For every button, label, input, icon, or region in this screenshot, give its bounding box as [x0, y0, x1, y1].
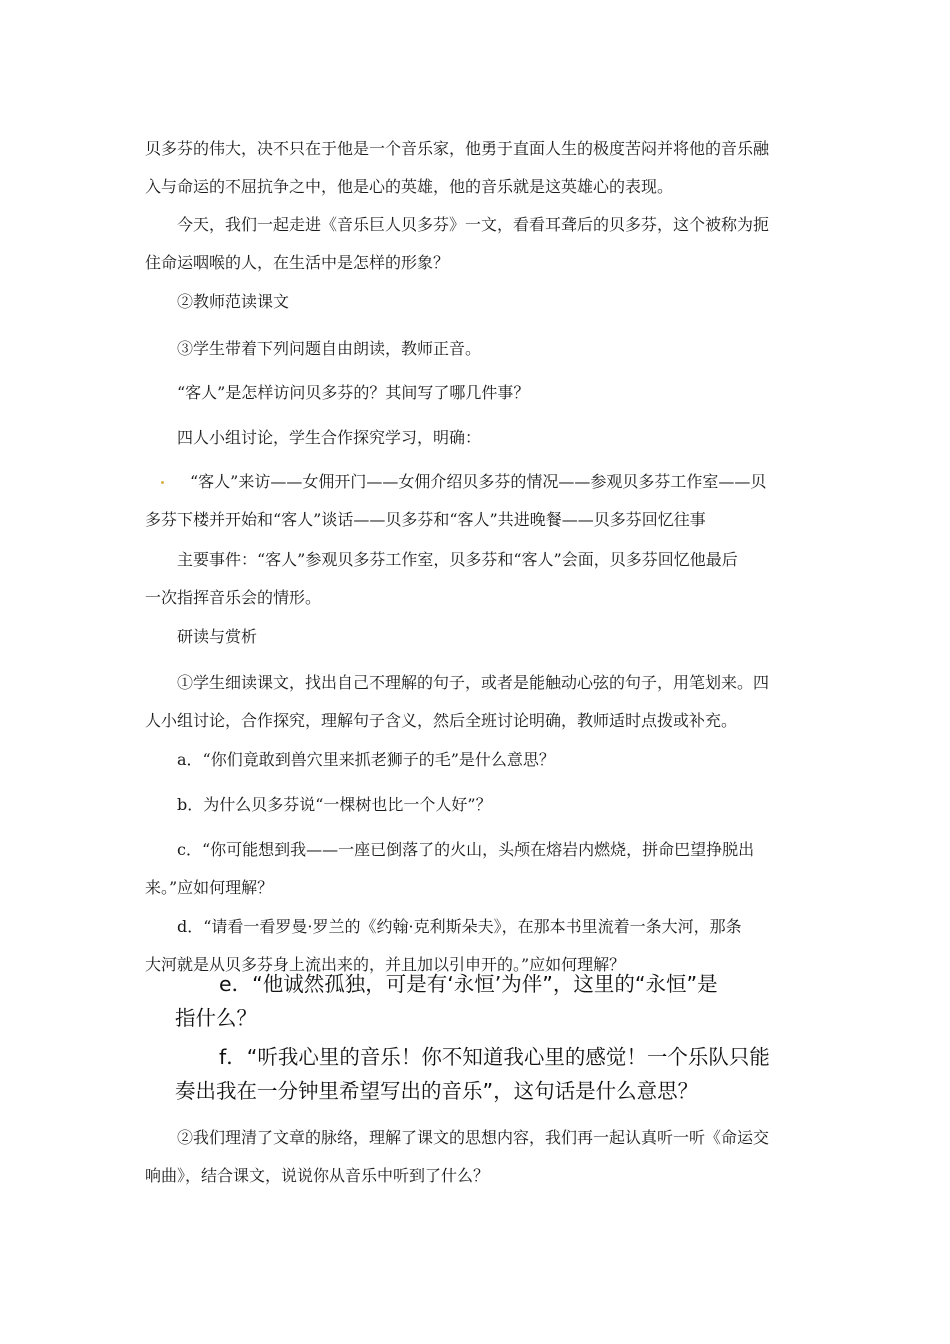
text-line: a．“你们竟敢到兽穴里来抓老狮子的毛”是什么意思？	[177, 750, 555, 769]
text-line: 响曲》，结合课文，说说你从音乐中听到了什么？	[145, 1166, 490, 1185]
paragraph-teacher-reading	[145, 283, 810, 321]
text-line: b．为什么贝多芬说“一棵树也比一个人好”？	[177, 795, 492, 814]
text-line: 多芬下楼并开始和“客人”谈话——贝多芬和“客人”共进晚餐——贝多芬回忆往事	[145, 510, 706, 529]
text-line: ②我们理清了文章的脉络，理解了课文的思想内容，我们再一起认真听一听《命运交	[177, 1128, 770, 1147]
text-line: 指什么？	[175, 1006, 257, 1030]
text-line: 四人小组讨论，学生合作探究学习，明确：	[177, 428, 482, 447]
paragraph-today	[145, 206, 810, 282]
paragraph-sequence	[145, 463, 810, 539]
text-line: ③学生带着下列问题自由朗读，教师正音。	[177, 339, 482, 358]
text-line: e．“他诚然孤独，可是有‘永恒’为伴”，这里的“永恒”是	[219, 972, 718, 996]
section-heading	[145, 618, 810, 656]
text-line: d．“请看一看罗曼·罗兰的《约翰·克利斯朵夫》，在那本书里流着一条大河，那条	[177, 917, 742, 936]
text-line: c．“你可能想到我——一座已倒落了的火山，头颅在熔岩内燃烧，拼命巴望挣脱出	[177, 840, 755, 859]
text-line: “客人”是怎样访问贝多芬的？其间写了哪几件事？	[177, 383, 530, 402]
paragraph-intro	[145, 130, 810, 206]
text-line: 今天，我们一起走进《音乐巨人贝多芬》一文，看看耳聋后的贝多芬，这个被称为扼	[177, 215, 770, 234]
text-line: ②教师范读课文	[177, 292, 290, 311]
paragraph-question	[145, 374, 810, 412]
text-line: 入与命运的不屈抗争之中，他是心的英雄，他的音乐就是这英雄心的表现。	[145, 177, 674, 196]
text-line: 住命运咽喉的人，在生活中是怎样的形象？	[145, 253, 450, 272]
text-line-content: “客人”来访——女佣开门——女佣介绍贝多芬的情况——参观贝多芬工作室——贝	[190, 472, 767, 491]
text-line: 人小组讨论，合作探究，理解句子含义，然后全班讨论明确，教师适时点拨或补充。	[145, 711, 738, 730]
question-a	[145, 741, 810, 779]
question-e	[175, 967, 875, 1035]
text-line: 奏出我在一分钟里希望写出的音乐”，这句话是什么意思？	[175, 1079, 699, 1103]
question-c	[145, 831, 810, 907]
text-line: 一次指挥音乐会的情形。	[145, 588, 322, 607]
text-line: ①学生细读课文，找出自己不理解的句子，或者是能触动心弦的句子，用笔划来。四	[177, 673, 770, 692]
text-line: 主要事件：“客人”参观贝多芬工作室，贝多芬和“客人”会面，贝多芬回忆他最后	[177, 550, 738, 569]
paragraph-student-reading	[145, 330, 810, 368]
text-line: f．“听我心里的音乐！你不知道我心里的感觉！一个乐队只能	[219, 1045, 770, 1069]
question-b	[145, 786, 810, 824]
text-line	[145, 463, 810, 501]
text-line: 大河就是从贝多芬身上流出来的，并且加以引申开的。”应如何理解？	[145, 955, 626, 974]
paragraph-close-reading	[145, 664, 810, 740]
question-f	[175, 1040, 875, 1108]
text-line: 来。”应如何理解？	[145, 878, 274, 897]
paragraph-main-events	[145, 541, 810, 617]
text-line: 贝多芬的伟大，决不只在于他是一个音乐家，他勇于直面人生的极度苦闷并将他的音乐融	[145, 139, 770, 158]
paragraph-discussion	[145, 419, 810, 457]
text-line: 研读与赏析	[177, 627, 258, 646]
paragraph-listen	[145, 1119, 810, 1195]
bullet-dot-icon	[161, 481, 164, 484]
